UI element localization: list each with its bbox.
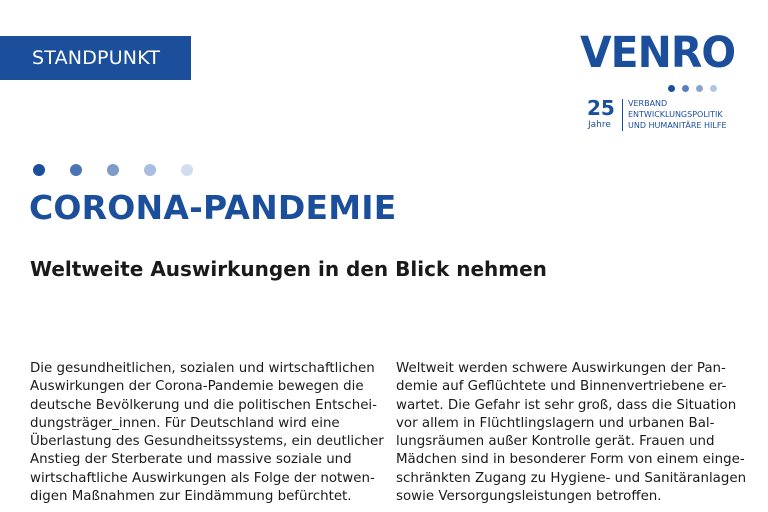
section-label — [0, 36, 191, 80]
body-column-right — [396, 360, 756, 506]
body-line: digen Maßnahmen zur Eindämmung befürchtet. — [30, 489, 352, 505]
logo-wordmark: VENRO — [580, 28, 736, 78]
logo-anniversary-word: Jahre — [588, 120, 611, 130]
body-line: schränkten Zugang zu Hygiene- und Sanitäranlagen — [396, 470, 747, 486]
document-title: CORONA-PANDEMIE — [29, 188, 397, 227]
body-line: dungsträger_innen. Für Deutschland wird eine — [30, 415, 340, 431]
title-dot — [107, 164, 119, 176]
logo-dot — [696, 85, 703, 92]
logo-divider — [622, 99, 623, 131]
logo-tagline-line: VERBAND — [628, 99, 668, 108]
logo-anniversary-number: 25 — [587, 96, 615, 120]
body-column-left — [30, 360, 384, 506]
document-subtitle: Weltweite Auswirkungen in den Blick nehmen — [30, 257, 547, 281]
body-line: vor allem in Flüchtlingslagern und urbanen Bal- — [396, 415, 715, 431]
logo-dot — [710, 85, 717, 92]
body-line: Anstieg der Sterberate und massive soziale und — [30, 452, 352, 468]
title-dot — [33, 164, 45, 176]
body-line: sowie Versorgungsleistungen betroffen. — [396, 489, 662, 505]
body-line: Auswirkungen der Corona-Pandemie bewegen die — [30, 379, 364, 395]
title-dot — [144, 164, 156, 176]
logo-dots — [668, 85, 717, 92]
title-dots — [33, 164, 193, 176]
body-line: Die gesundheitlichen, sozialen und wirtschaftlichen — [30, 361, 375, 376]
body-line: demie auf Geflüchtete und Binnenvertriebene er- — [396, 379, 727, 395]
body-line: wirtschaftliche Auswirkungen als Folge der notwen- — [30, 470, 375, 486]
body-line: Überlastung des Gesundheitssystems, ein deutlicher — [30, 434, 384, 450]
body-line: Weltweit werden schwere Auswirkungen der Pan- — [396, 361, 726, 376]
title-dot — [181, 164, 193, 176]
body-line: deutsche Bevölkerung und die politischen Entschei- — [30, 397, 377, 413]
body-line: lungsräumen außer Kontrolle gerät. Frauen und — [396, 434, 715, 450]
logo-tagline-line: UND HUMANITÄRE HILFE — [628, 121, 727, 130]
logo-dot — [682, 85, 689, 92]
body-line: Mädchen sind in besonderer Form von einem einge- — [396, 452, 745, 468]
section-label-text: STANDPUNKT — [32, 47, 161, 69]
logo-dot — [668, 85, 675, 92]
venro-logo — [580, 28, 740, 134]
logo-tagline-line: ENTWICKLUNGSPOLITIK — [628, 110, 723, 119]
title-dot — [70, 164, 82, 176]
logo-tagline — [628, 98, 727, 131]
body-line: wartet. Die Gefahr ist sehr groß, dass die Situation — [396, 397, 737, 413]
